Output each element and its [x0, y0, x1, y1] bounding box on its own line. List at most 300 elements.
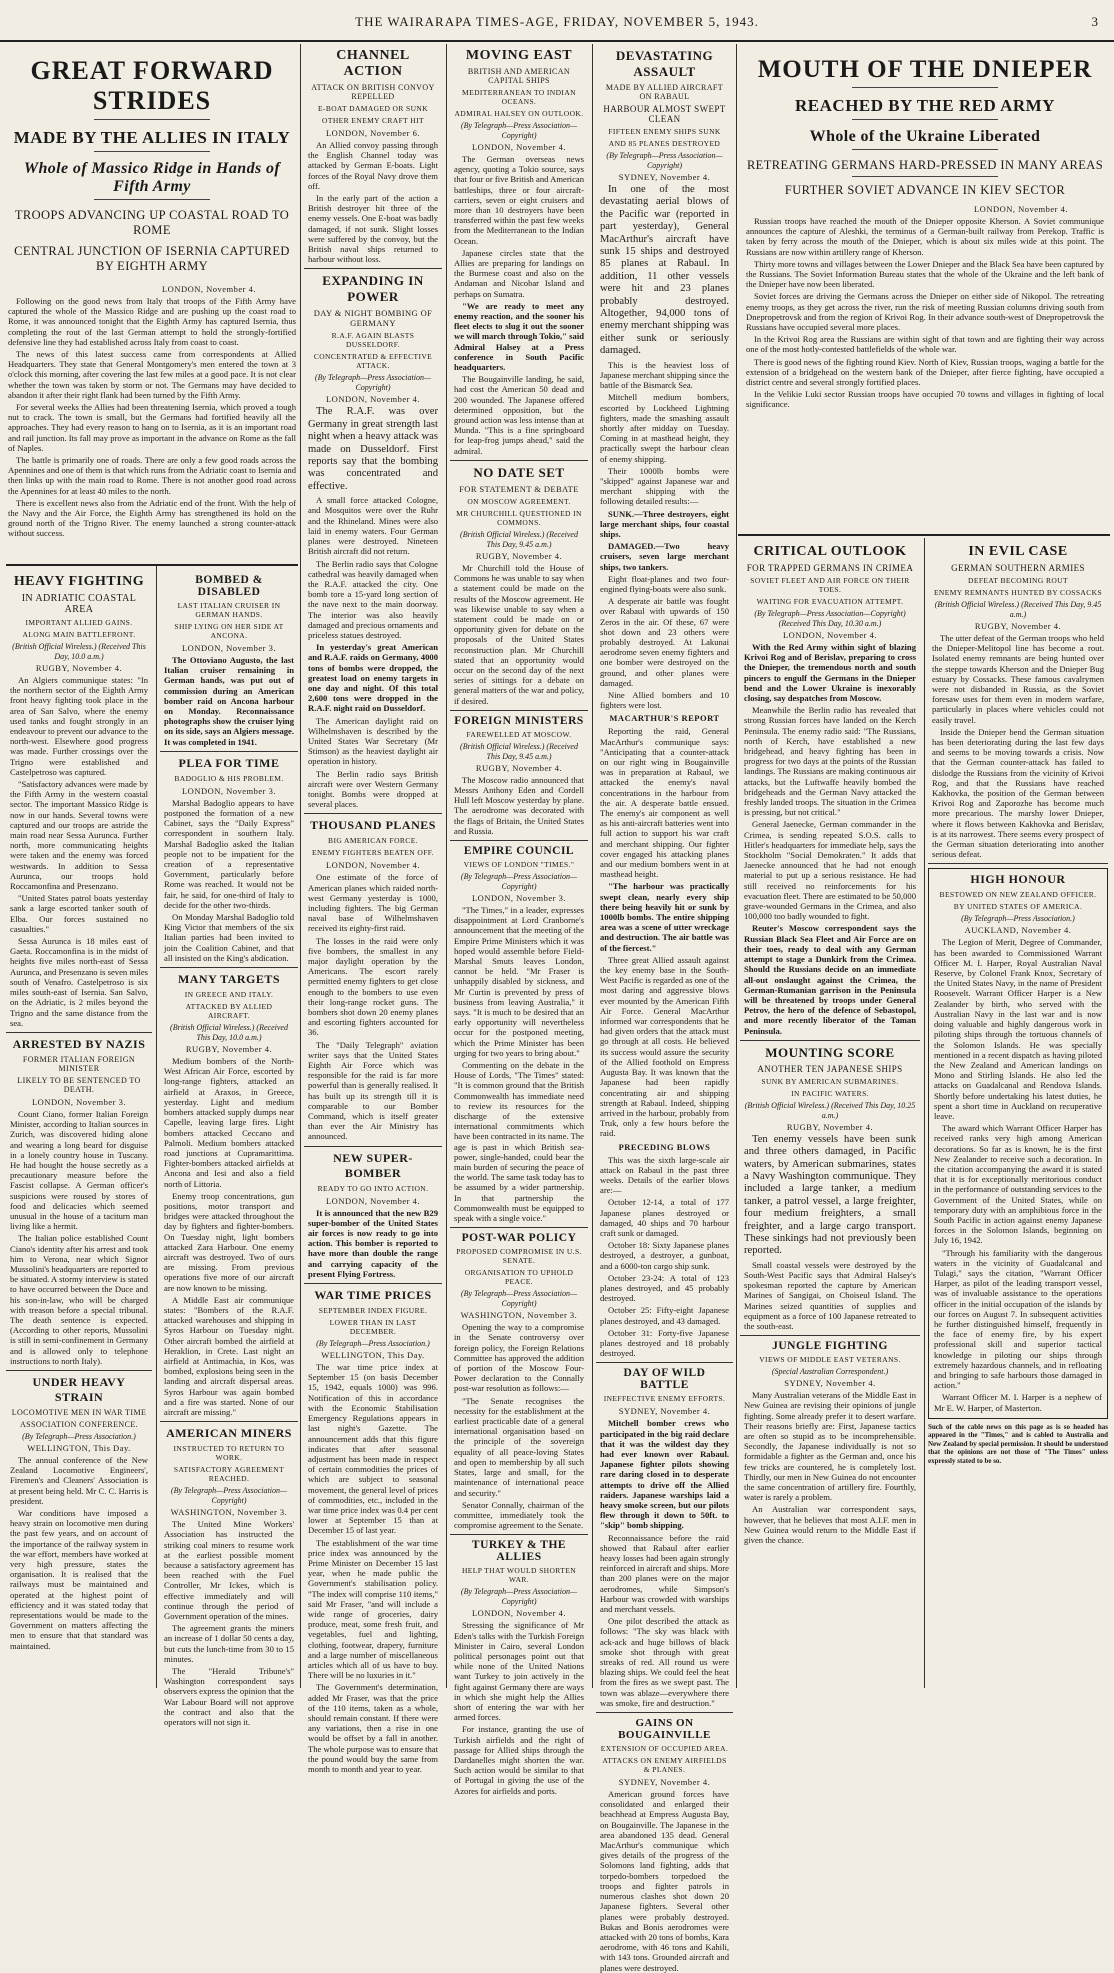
article-body [454, 905, 584, 1223]
story-no-date-set [450, 465, 588, 706]
dateline: SYDNEY, November 4. [618, 172, 711, 182]
deck: MEDITERRANEAN TO INDIAN OCEANS. [462, 88, 576, 106]
article-body [10, 1455, 148, 1651]
deck: FOR STATEMENT & DEBATE [459, 483, 579, 494]
divider [304, 268, 442, 269]
column-rule [156, 566, 157, 1688]
headline: FOREIGN MINISTERS [454, 714, 584, 727]
story-super-bomber [304, 1151, 442, 1279]
headline: CHANNEL ACTION [336, 48, 410, 79]
paragraph: The annual conference of the New Zealand Locomotive Engineers', Firemen's and Cleaners' Association is at present being held. Mr C. C. Harris is president. [10, 1454, 148, 1506]
deck: LAST ITALIAN CRUISER IN GERMAN HANDS. [177, 601, 281, 619]
headline: DAY OF WILD BATTLE [623, 1367, 706, 1392]
dateline: WELLINGTON, This Day. [321, 1350, 425, 1361]
deck: CONCENTRATED & EFFECTIVE ATTACK. [313, 352, 433, 371]
column-rule [736, 44, 737, 1688]
deck: SUNK BY AMERICAN SUBMARINES. [761, 1076, 899, 1086]
paragraph: The Berlin radio says that Cologne cathedral was heavily damaged when the R.A.F. attacked the city. One bomb tore a 15-yard long section of the nave next to the main doorway. The interior was also heavily damaged and precious ornaments and priceless statues destroyed. [308, 558, 438, 640]
headline: BOMBED & DISABLED [195, 574, 263, 598]
deck: FAREWELLED AT MOSCOW. [466, 729, 572, 739]
paragraph: "Satisfactory advances were made by the Fifth Army in the western coastal sector. The important Massico Ridge is now in our hands. Several towns were captured and our troops are astride the main road near Sessa Aurunca. Further north, more communicating heights were taken and the enemy was forced westwards. In addition to Sessa Aurunca, our troops hold Roccamonfina and Presenzano. [10, 779, 148, 892]
story-many-targets [160, 972, 298, 1417]
deck: REACHED BY THE RED ARMY [795, 96, 1055, 115]
paragraph: Following on the good news from Italy that troops of the Fifth Army have captured the whole of the Massico Ridge and are pushing up the coast road to Rome, it was announced tonight that the Eighth Army has captured Isernia, thus completing the rout of the last German attempt to hold the strongly-fortified defensive line they had established across Italy from coast to coast. [8, 296, 296, 347]
paragraph: Japanese circles state that the Allies are preparing for landings on the Burmese coast and also on the Andaman and Nicobar Island and perhaps on Sumatra. [454, 247, 584, 299]
headline: HIGH HONOUR [970, 872, 1066, 887]
headline: MOUTH OF THE DNIEPER [757, 56, 1093, 83]
article-body [744, 1260, 916, 1331]
dateline: AUCKLAND, November 4. [964, 925, 1072, 936]
story-foreign-ministers [450, 715, 588, 836]
article-body [10, 675, 148, 1028]
divider [740, 1040, 920, 1041]
divider [852, 119, 998, 120]
headline: PLEA FOR TIME [178, 755, 280, 770]
credit-line: (By Telegraph—Press Association—Copyright) [460, 871, 578, 891]
paragraph: Inside the Dnieper bend the German situation has been deteriorating during the last few days and seems to be moving towards a crisis. Now that the German counter-attack has failed to dislodge the Russians from the vicinity of Krivoi Rog, and that the Russians have reached Kakhovka, the position of the German between Krivoi Rog and Zaporozhe has become much more precarious. The marshy lower Dnieper, where it flows between Kakhovka and Berislav, is at its narrowest. There seems every prospect of the German situation deteriorating into another serious defeat. [932, 726, 1104, 860]
article-body [308, 716, 438, 810]
divider [304, 813, 442, 814]
dateline: LONDON, November 3. [31, 1096, 126, 1107]
paragraph: Commenting on the debate in the House of Lords, "The Times" stated: "It is common ground that the British Commonwealth has immediate need to review its resources for the discharge of the extensive international commitments which have been contracted in its name. The age is past in which British sea-power, single-handed, could bear the main burden of securing the peace of the world. The same task today has to be assumed by a wider partnership. In that partnership the Commonwealth must be equipped to speak with a single voice." [454, 1060, 584, 1224]
paragraph: The Government's determination, added Mr Fraser, was that the price of the 110 items, taken as a whole, should remain constant. If there were any variations, then a rise in one would be offset by a fall in another. The whole purpose was to ensure that the pound would buy the same from month to month and year to year. [308, 1682, 438, 1774]
article-body [454, 563, 584, 706]
story-mounting-score [740, 1045, 920, 1331]
column-1 [6, 570, 152, 1688]
deck: Whole of the Ukraine Liberated [809, 128, 1041, 145]
deck: LOWER THAN IN LAST DECEMBER. [329, 1318, 417, 1337]
paragraph: For several weeks the Allies had been threatening Isernia, which proved a tough nut to crack. The town is small, but the Germans had fortified heavily all the approaches. They had every reason to hang on to Isernia, as it is an important road and rail junction. Its fall may prove as important in the advance on Rome as the fall of Naples. [8, 402, 296, 453]
paragraph: For instance, granting the use of Turkish airfields and the right of passage for Allied ships through the Dardanelles might shorten the war. Such action would be similar to that of Portugal in giving the use of the Azores for airfields and ports. [454, 1724, 584, 1796]
deck: IN GREECE AND ITALY. [184, 990, 274, 1000]
dateline: RUGBY, November 4. [185, 1044, 273, 1055]
deck: BIG AMERICAN FORCE. [328, 836, 418, 846]
paragraph: A desperate air battle was fought over Rabaul with upwards of 150 Zeros in the air. Of these, 67 were shot down and 23 others were probably destroyed. At Lakunai aerodrome seven enemy fighters and one bomber were destroyed on the ground, and other planes were damaged. [600, 596, 729, 688]
divider [596, 1712, 733, 1713]
deck: IN ADRIATIC COASTAL AREA [21, 593, 137, 615]
deck: MR CHURCHILL QUESTIONED IN COMMONS. [456, 508, 582, 527]
paragraph: The battle is primarily one of roads. There are only a few good roads across the Apennines and one of them is that which runs from the Adriatic coast to Isernia and then links up with the main road to Rome. There is not another good road across the Apennines for at least 40 miles to the north. [8, 455, 296, 496]
paragraph: Mr Churchill told the House of Commons he was unable to say when a statement could be made on the results of the Moscow agreement. He was likewise unable to say when a statement could be made on or opportunity given for debate on the proposals of the United States reconstruction plan. Mr Churchill stated that an opportunity would occur on the second day of the next series of sittings for a debate on general matters of the war and policy, if desired. [454, 562, 584, 706]
dateline: LONDON, November 6. [325, 128, 420, 138]
credit-line: (By Telegraph—Press Association.) [22, 1431, 136, 1441]
story-channel-action [304, 48, 442, 264]
deck: BESTOWED ON NEW ZEALAND OFFICER. [939, 890, 1097, 900]
paragraph: Small coastal vessels were destroyed by the South-West Pacific says that Admiral Halsey's spokesman reported the capture by American Marines of Sangigai, on Choiseul Island. The Marines seized quantities of supplies and equipment as a force of 100 Japanese retreated to the south-east. [744, 1259, 916, 1331]
article-body [164, 655, 294, 747]
paragraph: Their 1000lb bombs were "skipped" against Japanese war and merchant shipping with the following detailed results:— [600, 465, 729, 507]
dateline: RUGBY, November 4. [786, 1121, 874, 1132]
article-body [934, 937, 1102, 1412]
divider [94, 199, 209, 200]
article-body [600, 574, 729, 711]
paragraph: Soviet forces are driving the Germans across the Dnieper on either side of Nikopol. The retreating enemy troops, as they get across the river, run the risk of meeting Russian columns driving south from Dnepropetrovsk and from the region of Krivoi Rog. In their advance south-west of Dnepropetrovsk the Russians have occupied several more places. [746, 291, 1104, 333]
divider [450, 1534, 588, 1535]
article-body [600, 509, 729, 572]
deck: E-BOAT DAMAGED OR SUNK [317, 104, 429, 113]
credit-line: (By Telegraph—Press Association—Copyright) [460, 121, 578, 140]
divider [6, 1032, 152, 1033]
column-rule [446, 44, 447, 1688]
headline: MANY TARGETS [177, 972, 281, 987]
paragraph: Stressing the significance of Mr Eden's talks with the Turkish Foreign Minister in Cairo, several London political personages point out that while none of the United Nations want Turkey to join actively in the fight against Germany there are ways in which she might help the Allies short of entering the war with her armed forces. [454, 1620, 584, 1723]
divider [852, 149, 998, 150]
deck: Whole of Massico Ridge in Hands of Fifth Army [23, 160, 281, 195]
story-arrested [6, 1037, 152, 1366]
column-rule [924, 538, 925, 1688]
divider [596, 1362, 733, 1363]
deck: IMPORTANT ALLIED GAINS. [25, 618, 133, 627]
credit-line: (By Telegraph—Press Association—Copyright) [460, 1587, 578, 1607]
paragraph: In the Velikie Luki sector Russian troops have occupied 70 towns and villages in fighting of local significance. [746, 389, 1104, 410]
article-body [600, 726, 729, 879]
paragraph: Three great Allied assault against the key enemy base in the South-West Pacific is regarded as one of the most daring and aggressive blows ever mounted by the American Fifth Air Force. General MacArthur informed war correspondents that he had given orders that the attack must go through at all costs. He believed its success would assure the security of the Allied foothold on Empress Augusta Bay. It was known that the Japanese had been rapidly concentrating air and shipping strength at Rabaul. Indeed, shipping arrived in the harbour, probably from Truk, only a few hours before the raid. [600, 954, 729, 1139]
masthead [0, 0, 1114, 42]
paragraph: The establishment of the war time price index was announced by the Prime Minister on December 15 last year, when he made public the Government's stabilisation policy. "The index will comprise 110 items," said Mr Fraser, "and will include a wide range of groceries, dairy produce, meat, some fresh fruit, and vegetables, fuel and lighting, clothing, footwear, drapery, furniture and a large number of miscellaneous articles which all of us have to buy. There will be no luxuries in it." [308, 1537, 438, 1681]
dateline: LONDON, November 4. [161, 284, 256, 294]
headline: POST-WAR POLICY [461, 1232, 577, 1245]
credit-line: (By Telegraph—Press Association.) [316, 1339, 430, 1349]
divider [740, 1335, 920, 1336]
paragraph: The news of this latest success came from correspondents at Allied Headquarters. They state that General Montgomery's men entered the town at 3 o'clock this morning, after covering the last few miles at a good pace. It is not clear whether the town was taken by storm or not. The Germans may have decided to abandon it after their right flank had been turned by the Fifth Army. [8, 349, 296, 400]
article-body [308, 495, 438, 640]
paragraph: On Monday Marshal Badoglio told King Victor that members of the six Italian parties had been invited to join the Coalition Cabinet, and that all insisted on the King's abdication. [164, 912, 294, 963]
divider [450, 710, 588, 711]
deck: OTHER ENEMY CRAFT HIT [322, 116, 424, 125]
dateline: LONDON, November 3. [181, 643, 276, 653]
article-body [308, 1208, 438, 1279]
paragraph: The Ottoviano Augusto, the last Italian cruiser remaining in German hands, was put out of commission during an American bomber raid on Ancona harbour on Monday. Reconnaissance photographs show the cruiser lying on its side, says an Algiers message. It was completed in 1941. [164, 655, 294, 747]
paragraph: One pilot described the attack as follows: "The sky was black with ack-ack and huge billows of black smoke shot through with great streaks of red. All round us were blazing ships. We could feel the heat from the fires as we swept past. The town was ablaze—everywhere there was smoke, fire and destruction." [600, 1616, 729, 1708]
paragraph: In the Krivoi Rog area the Russians are within sight of that town and are fighting their way across one of the most hotly-contested battlefields of the whole war. [746, 334, 1104, 355]
column-3 [304, 44, 442, 1774]
paragraph: "The harbour was practically swept clean, nearly every ship there being heavily hit or sunk by 1000lb bombs. The entire shipping area was a scene of utter wreckage and destruction. The air battle was of the fiercest." [600, 881, 729, 953]
story-american-miners [160, 1426, 298, 1727]
story-expanding-in-power [304, 273, 442, 809]
deck: ORGANISATION TO UPHOLD PEACE. [464, 1268, 574, 1287]
paragraph: The Berlin radio says British aircraft were over Western Germany tonight. Bombs were dropped at several places. [308, 768, 438, 810]
paragraph: With the Red Army within sight of blazing Krivoi Rog and of Berislav, preparing to cross the Dnieper, the tremendous north and south pincers to engulf the Germans in the Dnieper bend and the Lower Ukraine is inexorably closing, say despatches from Moscow. [744, 642, 916, 704]
paragraph: SUNK.—Three destroyers, eight large merchant ships, four coastal ships. [600, 508, 729, 539]
paragraph: October 12-14, a total of 177 Japanese planes destroyed or damaged, 40 ships and 70 harbour craft sunk or damaged. [600, 1197, 729, 1238]
paragraph: The agreement grants the miners an increase of 1 dollar 50 cents a day, but cuts the lunch-time from 30 to 15 minutes. [164, 1623, 294, 1664]
deck: ALONG MAIN BATTLEFRONT. [22, 630, 136, 639]
column-rule [300, 44, 301, 1688]
deck: ENEMY FIGHTERS BEATEN OFF. [311, 848, 435, 858]
article-body [10, 1109, 148, 1366]
article-body [600, 955, 729, 1139]
deck: VIEWS OF LONDON "TIMES." [463, 859, 575, 869]
paragraph: In the early part of the action a British destroyer hit three of the enemy vessels. One E-boat was badly damaged, if not sunk. Slight losses were suffered by the convoy, but the British naval ships returned to harbour without loss. [308, 193, 438, 265]
paragraph: Sessa Aurunca is 18 miles east of Gaeta. Roccamonfina is in the midst of heights five miles north-east of Sessa Aurunca, and Presenzano is seven miles south of Venafro. Castelpetroso is six miles south-east of Isernia. San Salvo, on the Adriatic, is 2 miles beyond the Trigno and the same distance from the sea. [10, 936, 148, 1028]
deck: LOCOMOTIVE MEN IN WAR TIME [11, 1407, 147, 1417]
paragraph: Senator Connally, chairman of the committee, immediately took the compromise agreement to the Senate. [454, 1499, 584, 1531]
story-in-evil-case [928, 544, 1108, 859]
divider [6, 1370, 152, 1371]
story-day-of-wild-battle [596, 1367, 733, 1708]
paragraph: Count Ciano, former Italian Foreign Minister, according to Italian sources in Zurich, was discovered hiding alone and wearing a long beard for disguise in a lonely country house in Tuscany. He had bought the house secretly as a precautionary measure before the Fascist collapse. A German officer's suspicions were roused by stores of food and delicacies which seemed unusual in the house of a taciturn man living like a hermit. [10, 1108, 148, 1232]
dateline: LONDON, November 4. [471, 1608, 566, 1619]
dateline: LONDON, November 4. [325, 1195, 420, 1206]
divider [450, 840, 588, 841]
deck: PROPOSED COMPROMISE IN U.S. SENATE. [456, 1247, 582, 1266]
headline: CRITICAL OUTLOOK [753, 544, 907, 559]
dateline: RUGBY, November 4. [475, 762, 563, 773]
paragraph: A small force attacked Cologne, and Mosquitos were over the Ruhr and the Rhineland. Mines were also laid in enemy waters. Four German planes were destroyed. Nineteen British aircraft did not return. [308, 495, 438, 557]
paragraph: The losses in the raid were only five bombers, the smallest in any major daylight operation by the Americans. The escort rarely permitted enemy fighters to get close enough to the bombers to use even their long-range rocket guns. The bombers shot down 20 enemy planes and escorting fighters accounted for 36. [308, 935, 438, 1038]
deck: ANOTHER TEN JAPANESE SHIPS [757, 1063, 903, 1074]
headline: JUNGLE FIGHTING [772, 1340, 888, 1353]
article-lead [600, 184, 729, 358]
paragraph: Mitchell bomber crews who participated in the big raid declare that it was the wildest day they had ever known over Rabaul. Japanese fighter pilots showing rare daring closed in to desperate attempts to drive off the Allied raiders. Japanese warships laid a heavy smoke screen, but our pilots flew through it down to 50ft. to "skip" bomb shipping. [600, 1418, 729, 1531]
article-body [600, 360, 729, 507]
story-heavy-fighting [6, 574, 152, 1028]
headline: NO DATE SET [473, 464, 565, 480]
paragraph: "Through his familiarity with the dangerous waters in the vicinity of Guadalcanal and Tulagi," says the citation, "Warrant Officer Harper, as pilot of the leading transport vessel, was of invaluable assistance to the operations officer in the initial occupation of the islands by our forces on August 7. In subsequent activities he further distinguished himself, frequently in the face of enemy fire, by his expert professional skill and superior tactical knowledge in piloting our ships through extremely hazardous channels, and in refloating and bringing to safe harbours those damaged in action." [934, 1247, 1102, 1391]
subheading: MACARTHUR'S REPORT [609, 713, 720, 724]
paragraph: The Italian police established Count Ciano's identity after his arrest and took him to Verona, near which Signor Mussolini's headquarters are reported to be situated. A stormy interview is stated to have occurred between the Duce and his son-in-law, who will be charged with treason before a special tribunal. The death sentence is expected. (According to other reports, Mussolini is still in semi-confinement in Germany and is allowed only to telephone instructions to north Italy). [10, 1233, 148, 1366]
paragraph: The German overseas news agency, quoting a Tokio source, says that four or five British and American battleships, three or four aircraft-carriers, seven or eight cruisers and more than 10 destroyers have been transferred within the past few weeks from the Mediterranean to the Indian Ocean. [454, 154, 584, 246]
article-body [164, 798, 294, 963]
deck: ADMIRAL HALSEY ON OUTLOOK. [454, 109, 584, 118]
paragraph: War conditions have imposed a heavy strain on locomotive men during the past few years, and on account of the importance of the railway system in the war effort, members have worked at very high pressure, states the organisation. It is realised that the railways must be maintained and operated at the highest point of efficiency and it was stated today that representations would be made to the Government on matters affecting the men to ensure that that standard was maintained. [10, 1508, 148, 1651]
divider [160, 1421, 298, 1422]
deck: SOVIET FLEET AND AIR FORCE ON THEIR TOES. [750, 576, 910, 594]
dateline: LONDON, November 4. [325, 394, 420, 405]
credit-line: (British Official Wireless.) (Received This Day, 9.45 a.m.) [460, 529, 578, 549]
deck: READY TO GO INTO ACTION. [317, 1183, 429, 1193]
paragraph: Medium bombers of the North-West African Air Force, escorted by long-range fighters, attacked an airfield at Araxos, in Greece, yesterday. Light and medium bombers attacked supply dumps near Capelle, leaving large fires. Light bombers attacked Ceccano and Palmoli. Medium bombers attacked road junctions at Cupramarittima. Fighter-bombers attacked airfields at Ancona and Iesi and also a field north of Littoria. [164, 1056, 294, 1189]
paragraph: Marshal Badoglio appears to have postponed the formation of a new Cabinet, says the "Daily Express" correspondent in southern Italy. Marshal Badoglio asked the Italian people not to be impatient for the creation of a representative Government, particularly before Rome was reached. It would not be fair, he said, for one-third of Italy to decide for the other two-thirds. [164, 797, 294, 910]
divider [852, 176, 998, 177]
divider [450, 1227, 588, 1228]
article-body [308, 872, 438, 1141]
column-2 [160, 570, 298, 1728]
headline: HEAVY FIGHTING [13, 574, 145, 589]
section-rule [738, 534, 1110, 536]
paragraph: The war time price index at September 15 (on basis December 15, 1942, equals 1000) was 996. Notification of this in accordance with the Economic Stabilisation Emergency Regulations appears in last night's Gazette. The announcement adds that this figure indicates that after seasonal adjustment has been made in respect of certain commodities the prices of which are subject to seasonal movement, the general level of prices of commodities, etc., included in the war time price index was 0.4 per cent lower at September 15 than at December 15 of last year. [308, 1362, 438, 1536]
paragraph: Enemy troop concentrations, gun positions, motor transport and bridges were attacked throughout the day by fighters and fighter-bombers. On Tuesday night, light bombers attacked Zara Harbour. One enemy aircraft was destroyed. Two of ours are missing. From previous operations five more of our aircraft are now known to be missing. [164, 1190, 294, 1293]
deck: ENEMY REMNANTS HUNTED BY COSSACKS [933, 588, 1103, 597]
paragraph: Russian troops have reached the mouth of the Dnieper opposite Kherson. A Soviet communique announces the capture of Aleshki, the terminus of a German-built railway from Perekop. Traffic is taken by ferry across the mouth of the Dnieper, which is about six miles wide at this point. The Russians are now within artillery range of Kherson. [746, 216, 1104, 257]
divider [94, 119, 209, 120]
page-number: 3 [1091, 14, 1098, 29]
deck: FIFTEEN ENEMY SHIPS SUNK [608, 127, 721, 136]
paragraph: "The Times," in a leader, expresses disappointment at Lord Cranborne's announcement that the meeting of the Empire Prime Ministers which it was hoped would assemble before Field-Marshal Smuts leaves London, cannot be held. "Mr Fraser is unhappily disabled by sickness, and Mr Curtin is prevented by press of business from leaving Australia," it says. "It is much to be desired that an early opportunity will nevertheless occur for the postponed meeting, which the Prime Minister has been urging for two years to bring about." [454, 904, 584, 1058]
section-rule [6, 564, 298, 566]
paragraph: An Australian war correspondent says, however, that he believes that most A.I.F. men in New Guinea would return to the Middle East if given the chance. [744, 1504, 916, 1546]
deck: AND 85 PLANES DESTROYED [608, 139, 721, 148]
deck: ON MOSCOW AGREEMENT. [467, 496, 571, 506]
dateline: LONDON, November 4. [782, 630, 877, 640]
story-thousand-planes [304, 818, 442, 1141]
deck: DEFEAT BECOMING ROUT [968, 576, 1068, 585]
dateline: LONDON, November 3. [181, 785, 276, 796]
headline: THOUSAND PLANES [310, 818, 436, 833]
deck: WAITING FOR EVACUATION ATTEMPT. [756, 597, 904, 606]
headline: UNDER HEAVY STRAIN [32, 1374, 126, 1404]
deck: VIEWS OF MIDDLE EAST VETERANS. [759, 1355, 901, 1365]
headline: EXPANDING IN POWER [322, 273, 424, 305]
paragraph: American ground forces have consolidated and enlarged their beachhead at Empress Augusta Bay, on Bougainville. The Japanese in the area abandoned 135 dead. General MacArthur's communique which gives details of the progress of the Solomons land fighting, adds that torpedo-bombers torpedoed the troops and fighter patrols in numerous clashes shot down 20 Japanese fighters. Several other planes were probably destroyed. Bukas and Bonis aerodromes were attacked with 20 tons of bombs, Kara aerodrome, with 46 tons and Kahili, with 143 tons. Grounded aircraft and planes were destroyed. [600, 1789, 729, 1973]
paragraph: October 25: Fifty-eight Japanese planes destroyed, and 43 damaged. [600, 1305, 729, 1326]
story-gains-on-bougainville [596, 1717, 733, 1973]
paragraph: The "Daily Telegraph" aviation writer says that the United States Eighth Air Force which was responsible for the raid is far more powerful than is generally realised. It has built up its strength till it is comparable to our Bomber Command, which is itself greater than ever the Air Ministry has announced. [308, 1039, 438, 1142]
paragraph: October 23-24: A total of 123 planes destroyed, and 45 probably destroyed. [600, 1272, 729, 1304]
paragraph: An Algiers communique states: "In the northern sector of the Eighth Army front heavy fighting took place in the area of San Salvo, where the enemy used tanks and fought strongly in an endeavour to prevent our advance to the north-west. Elsewhere good progress was made. Further crossings over the Trigno were established and Castelpetroso was captured. [10, 675, 148, 777]
headline: NEW SUPER-BOMBER [333, 1150, 413, 1180]
headline: TURKEY & THE ALLIES [471, 1539, 567, 1564]
paragraph: October 18: Sixty Japanese planes destroyed, a destroyer, a gunboat, and a 6000-ton cargo ship sunk. [600, 1240, 729, 1271]
headline: GREAT FORWARD STRIDES [30, 56, 274, 115]
paragraph: A Middle East air communique states: "Bombers of the R.A.F. attacked warehouses and shipping in Syros Harbour on Tuesday night. Other aircraft bombed the airfield at Heraklion, in Crete. Last night an airfield at Antimachia, in Kos, was bombed, explosions being seen in the landing and aircraft dispersal areas. Syros Harbour was again bombed and a fire was started. None of our aircraft are missing." [164, 1294, 294, 1417]
story-moving-east [450, 48, 588, 456]
story-bombed-disabled [160, 574, 298, 747]
deck: CENTRAL JUNCTION OF ISERNIA CAPTURED BY EIGHTH ARMY [14, 244, 290, 273]
article-body [454, 154, 584, 299]
column-rule [592, 44, 593, 1688]
paragraph: It is announced that the new B29 super-bomber of the United States air forces is now ready to go into action. This bomber is reported to have more than double the range and carrying capacity of the present Flying Fortress. [308, 1207, 438, 1279]
credit-line: (British Official Wireless.) (Received This Day, 10.0 a.m.) [12, 642, 146, 661]
paragraph: Eight float-planes and two four-engined flying-boats were also sunk. [600, 573, 729, 594]
paragraph: The United Mine Workers' Association has instructed the striking coal miners to resume work at the earliest possible moment because a satisfactory agreement has been reached with the Fuel Controller, Mr Ickes, which is effective immediately and will continue through the period of Government operation of the mines. [164, 1519, 294, 1622]
paragraph: DAMAGED.—Two heavy cruisers, seven large merchant ships, two tankers. [600, 541, 729, 572]
article-body [600, 881, 729, 952]
deck: SEPTEMBER INDEX FIGURE. [318, 1306, 428, 1316]
deck: FURTHER SOVIET ADVANCE IN KIEV SECTOR [784, 183, 1066, 197]
paragraph: The Bougainville landing, he said, had cost the American 50 dead and 200 wounded. The Japanese offered determined opposition, but the ground action was less intense than at Munda. "This is a fine springboard for leap-frog jumps ahead," said the admiral. [454, 374, 584, 456]
article-lead [308, 406, 438, 493]
divider [160, 967, 298, 968]
headline: GAINS ON BOUGAINVILLE [618, 1717, 711, 1742]
credit-line: (By Telegraph—Press Association—Copyright) [170, 1486, 288, 1506]
paragraph: Thirty more towns and villages between the Lower Dnieper and the Black Sea have been captured by the Russians. The Soviet Information Bureau states that the whole of the Ukraine and the left bank of the Dnieper have now been liberated. [746, 258, 1104, 290]
article-body [164, 1056, 294, 1417]
deck: ATTACKED BY ALLIED AIRCRAFT. [185, 1002, 273, 1021]
column-5 [596, 44, 733, 1973]
article-body [454, 1322, 584, 1530]
paragraph: One estimate of the force of American planes which raided north-west Germany yesterday is 1000, including fighters. The big German naval base of Wilhelmshaven received its eighty-first raid. [308, 872, 438, 934]
credit-line: (By Telegraph—Press Association—Copyright) [314, 373, 432, 393]
article-body [742, 216, 1108, 410]
dateline: RUGBY, November 4. [475, 550, 563, 561]
article-body [308, 642, 438, 713]
deck: LIKELY TO BE SENTENCED TO DEATH. [17, 1075, 141, 1094]
deck: BADOGLIO & HIS PROBLEM. [174, 773, 284, 783]
column-6 [740, 540, 920, 1688]
column-4 [450, 44, 588, 1796]
paragraph: There is excellent news also from the Adriatic end of the front. With the help of the Navy and the Air Force, the Eighth Army has strengthened its hold on the ground north of the Trigno River. The enemy launched a strong counter-attack without success. [8, 497, 296, 539]
story-dnieper [742, 44, 1108, 530]
story-empire-council [450, 845, 588, 1223]
article-body [600, 1789, 729, 1973]
paragraph: Nine Allied bombers and 10 fighters were lost. [600, 689, 729, 711]
deck: EXTENSION OF OCCUPIED AREA. [600, 1744, 729, 1754]
deck: BRITISH AND AMERICAN CAPITAL SHIPS [467, 67, 571, 85]
headline: MOVING EAST [465, 48, 573, 63]
article-body [932, 633, 1104, 859]
paragraph: There is good news of the fighting round Kiev. North of Kiev, Russian troops, waging a battle for the extension of a bridgehead on the western bank of the Dnieper, after fierce fighting, have occupied a district centre and several strongly fortified places. [746, 356, 1104, 388]
footnote-text: Such of the cable news on this page as is so headed has appeared in the "Times," and is cabled to Australia and New Zealand by special permission. It should be understood that the opinions are not those of "The Times" unless expressly stated to be so. [928, 1422, 1108, 1465]
story-critical-outlook [740, 544, 920, 1036]
article-body [600, 1418, 729, 1530]
paragraph: "The Senate recognises the necessity for the establishment at the earliest practicable date of a general international organisation based on the principle of the sovereign equality of all peace-loving States and open to membership by all such States, large and small, for the maintenance of international peace and security." [454, 1395, 584, 1498]
story-high-honour [928, 868, 1108, 1418]
deck: ASSOCIATION CONFERENCE. [19, 1419, 139, 1429]
article-body [454, 301, 584, 372]
paragraph: In yesterday's great American and R.A.F. raids on Germany, 4000 tons of bombs were dropped, the greatest load on enemy targets in one day and night. Of this total 2,600 tons were dropped in the R.A.F. night raid on Dusseldorf. [308, 642, 438, 714]
article-body [744, 705, 916, 921]
deck: SATISFACTORY AGREEMENT REACHED. [173, 1465, 285, 1484]
deck: GERMAN SOUTHERN ARMIES [951, 563, 1085, 573]
dateline: LONDON, November 3. [471, 892, 566, 903]
paragraph: Opening the way to a compromise in the Senate controversy over foreign policy, the Foreign Relations Committee has approved the addition of portion of the Moscow Four-Power declaration to the Connally post-war resolution as follows:— [454, 1322, 584, 1394]
dateline: RUGBY, November 4. [974, 621, 1062, 631]
deck: INEFFECTIVE ENEMY EFFORTS. [603, 1394, 726, 1404]
story-plea-for-time [160, 756, 298, 963]
dateline: LONDON, November 4. [471, 142, 566, 152]
divider [304, 1283, 442, 1284]
deck: MADE BY THE ALLIES IN ITALY [13, 128, 291, 147]
deck: TROOPS ADVANCING UP COASTAL ROAD TO ROME [14, 208, 290, 237]
headline: WAR TIME PRICES [314, 1288, 432, 1303]
divider [928, 863, 1108, 864]
headline: MOUNTING SCORE [765, 1044, 895, 1060]
credit-line: (Special Australian Correspondent.) [771, 1367, 889, 1377]
paragraph: The "Herald Tribune's" Washington correspondent says observers express the opinion that the War Labour Board will not approve the contract and also that the operators will not sign it. [164, 1666, 294, 1728]
dateline: SYDNEY, November 4. [618, 1406, 711, 1417]
deck: DAY & NIGHT BOMBING OF GERMANY [313, 308, 433, 329]
article-body [454, 1620, 584, 1795]
article-body [600, 1533, 729, 1708]
deck: ATTACK ON BRITISH CONVOY REPELLED [311, 83, 435, 101]
headline: AMERICAN MINERS [166, 1426, 292, 1441]
story-heavy-strain [6, 1375, 152, 1651]
paragraph: Many Australian veterans of the Middle East in New Guinea are revising their opinions of jungle fighting. Some already prefer it to desert warfare. Their reasons briefly are: First, Japanese tactics are often so stupid as to be incomprehensible. Secondly, the Japanese individually is not so formidable a fighter as the German and, once his few tricks are countered, he is completely lost. Thirdly, our men in New Guinea do not encounter the same concentration of artillery fire. Fourthly, water is rarely a problem. [744, 1390, 916, 1503]
article-body [454, 374, 584, 456]
deck: HARBOUR ALMOST SWEPT CLEAN [603, 104, 726, 124]
credit-line: (By Telegraph—Press Association.) [961, 914, 1075, 924]
deck: SHIP LYING ON HER SIDE AT ANCONA. [174, 622, 284, 640]
paragraph: Reporting the raid, General MacArthur's communique says: "Anticipating that a counter-attack on our right wing in Bougainville was in preparation at Rabaul, we attacked the enemy's naval concentrations in the harbour from the air. A desperate battle ensued. The enemy's air component as well as his anti-aircraft batteries went into full action to support his war craft and merchant shipping. Our fighter cover engaged his attacking planes and our medium bombers went in at masthead height. [600, 726, 729, 880]
headline: EMPIRE COUNCIL [463, 844, 575, 857]
credit-line: (By Telegraph—Press Association—Copyright) [606, 151, 723, 170]
article-body [308, 1362, 438, 1774]
story-turkey [450, 1539, 588, 1795]
credit-line: (By Telegraph—Press Association—Copyright) (Received This Day, 10.30 a.m.) [754, 609, 906, 628]
story-war-time-prices [304, 1288, 442, 1774]
article-body [744, 923, 916, 1035]
paragraph: Warrant Officer M. I. Harper is a nephew of Mr E. W. Harper, of Masterton. [934, 1392, 1102, 1413]
deck: ATTACKS ON ENEMY AIRFIELDS & PLANES. [602, 1756, 727, 1775]
deck: BY UNITED STATES OF AMERICA. [953, 902, 1083, 912]
divider [450, 460, 588, 461]
headline: ARRESTED BY NAZIS [12, 1036, 146, 1051]
paragraph: The American daylight raid on Wilhelmshaven is described by the United States War Secretary (Mr Stimson) as the heaviest daylight air operation in history. [308, 715, 438, 767]
paragraph: This is the heaviest loss of Japanese merchant shipping since the battle of the Bismarck Sea. [600, 359, 729, 391]
paragraph: The utter defeat of the German troops who held the Dnieper-Melitopol line has become a rout. Isolated enemy remnants are being hunted over the steppe towards Kherson and the Dnieper Bug estuary by Cossacks. These famous cavalrymen were not disbanded in Russia, as the Soviet foresaw uses for them even in modern warfare, particularly in places where vehicles could not easily travel. [932, 633, 1104, 725]
article-body [600, 1155, 729, 1359]
article-body [454, 775, 584, 836]
dateline: WELLINGTON, This Day. [27, 1442, 131, 1453]
times-footnote [928, 1423, 1108, 1466]
dateline: LONDON, November 4. [973, 204, 1068, 214]
paragraph: The award which Warrant Officer Harper has received ranks very high among American decorations. So far as is known, he is the first New Zealander to receive such a decoration. In the citation accompanying the award it is stated that it is for exceptionally meritorious conduct in the performance of outstanding services to the Government of the United States, while on temporary duty with an amphibious force in the South Pacific in action against enemy Japanese forces in the Solomon Islands, beginning on July 16, 1942. [934, 1123, 1102, 1246]
paragraph: Ten enemy vessels have been sunk and three others damaged, in Pacific waters, by American submarines, states a Navy Washington communique. They included a large tanker, a medium tanker, a patrol vessel, a large freighter, four medium freighters, a small freighter, and a large cargo transport. These sinkings had not previously been reported. [744, 1133, 916, 1257]
paragraph: "United States patrol boats yesterday sank a large escorted tanker south of Elba. Our forces sustained no casualties." [10, 893, 148, 934]
credit-line: (British Official Wireless.) (Received This Day, 10.0 a.m.) [170, 1023, 288, 1043]
paragraph: In one of the most devastating aerial blows of the Pacific war (reported in part yesterday), General MacArthur's aircraft have sunk 15 ships and destroyed 85 planes at Rabaul. In addition, 11 other vessels were hit and 23 planes probably destroyed. Altogether, 94,000 tons of enemy merchant shipping was either sunk or seriously damaged. [600, 184, 729, 357]
